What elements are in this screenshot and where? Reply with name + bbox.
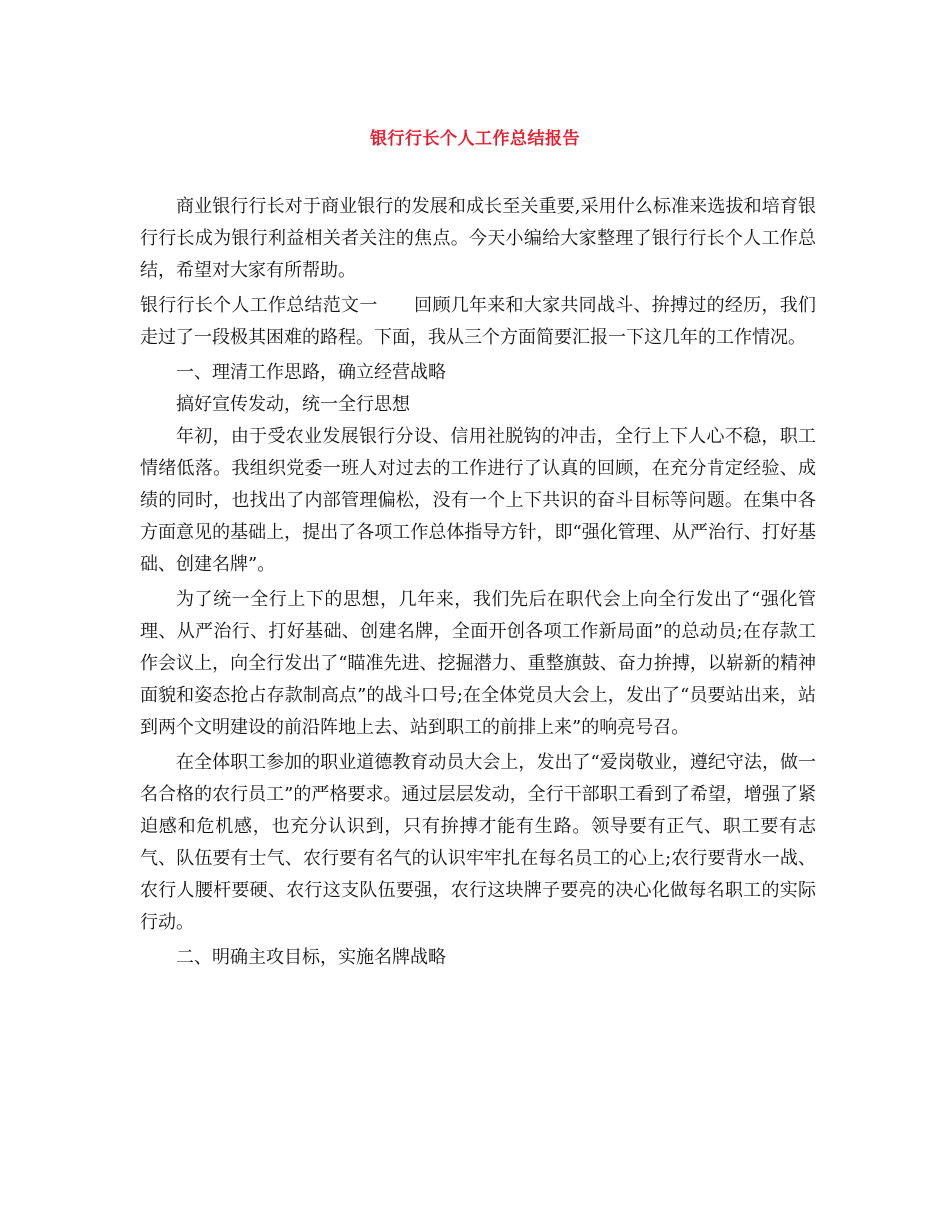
paragraph-sample-heading: 银行行长个人工作总结范文一 回顾几年来和大家共同战斗、拚搏过的经历，我们走过了一段极其困难的路程。下面，我从三个方面简要汇报一下这几年的工作情况。 [140,295,816,348]
subsection-heading: 搞好宣传发动，统一全行思想 [176,394,410,415]
document-title: 银行行长个人工作总结报告 [370,129,580,149]
paragraph-body: 为了统一全行上下的思想，几年来，我们先后在职代会上向全行发出了“强化管理、从严治行、打好基础、创建名牌，全面开创各项工作新局面”的总动员;在存款工作会议上，向全行发出了“瞄准先进、挖掘潜力、重整旗鼓、奋力拚搏，以崭新的精神面貌和姿态抢占存款制高点”的战斗口号;在全体党员大会上，发出了“员要站出来，站到两个文明建设的前沿阵地上去、站到职工的前排上来”的响亮号召。 [140,589,816,738]
paragraph-body: 在全体职工参加的职业道德教育动员大会上，发出了“爱岗敬业，遵纪守法，做一名合格的农行员工”的严格要求。通过层层发动，全行干部职工看到了希望，增强了紧迫感和危机感，也充分认识到，只有拚搏才能有生路。领导要有正气、职工要有志气、队伍要有士气、农行要有名气的认识牢牢扎在每名员工的心上;农行要背水一战、农行人腰杆要硬、农行这支队伍要强，农行这块牌子要亮的决心化做每名职工的实际行动。 [140,752,816,933]
document-body [140,191,816,974]
paragraph-body: 年初，由于受农业发展银行分设、信用社脱钩的冲击，全行上下人心不稳，职工情绪低落。我组织党委一班人对过去的工作进行了认真的回顾，在充分肯定经验、成绩的同时，也找出了内部管理偏松，没有一个上下共识的奋斗目标等问题。在集中各方面意见的基础上，提出了各项工作总体指导方针，即“强化管理、从严治行、打好基础、创建名牌”。 [140,426,816,575]
paragraph-intro: 商业银行行长对于商业银行的发展和成长至关重要,采用什么标准来选拔和培育银行行长成为银行利益相关者关注的焦点。今天小编给大家整理了银行行长个人工作总结，希望对大家有所帮助。 [140,196,816,281]
section-heading-2: 二、明确主攻目标，实施名牌战略 [176,947,446,968]
section-heading-1: 一、理清工作思路，确立经营战略 [176,362,446,383]
